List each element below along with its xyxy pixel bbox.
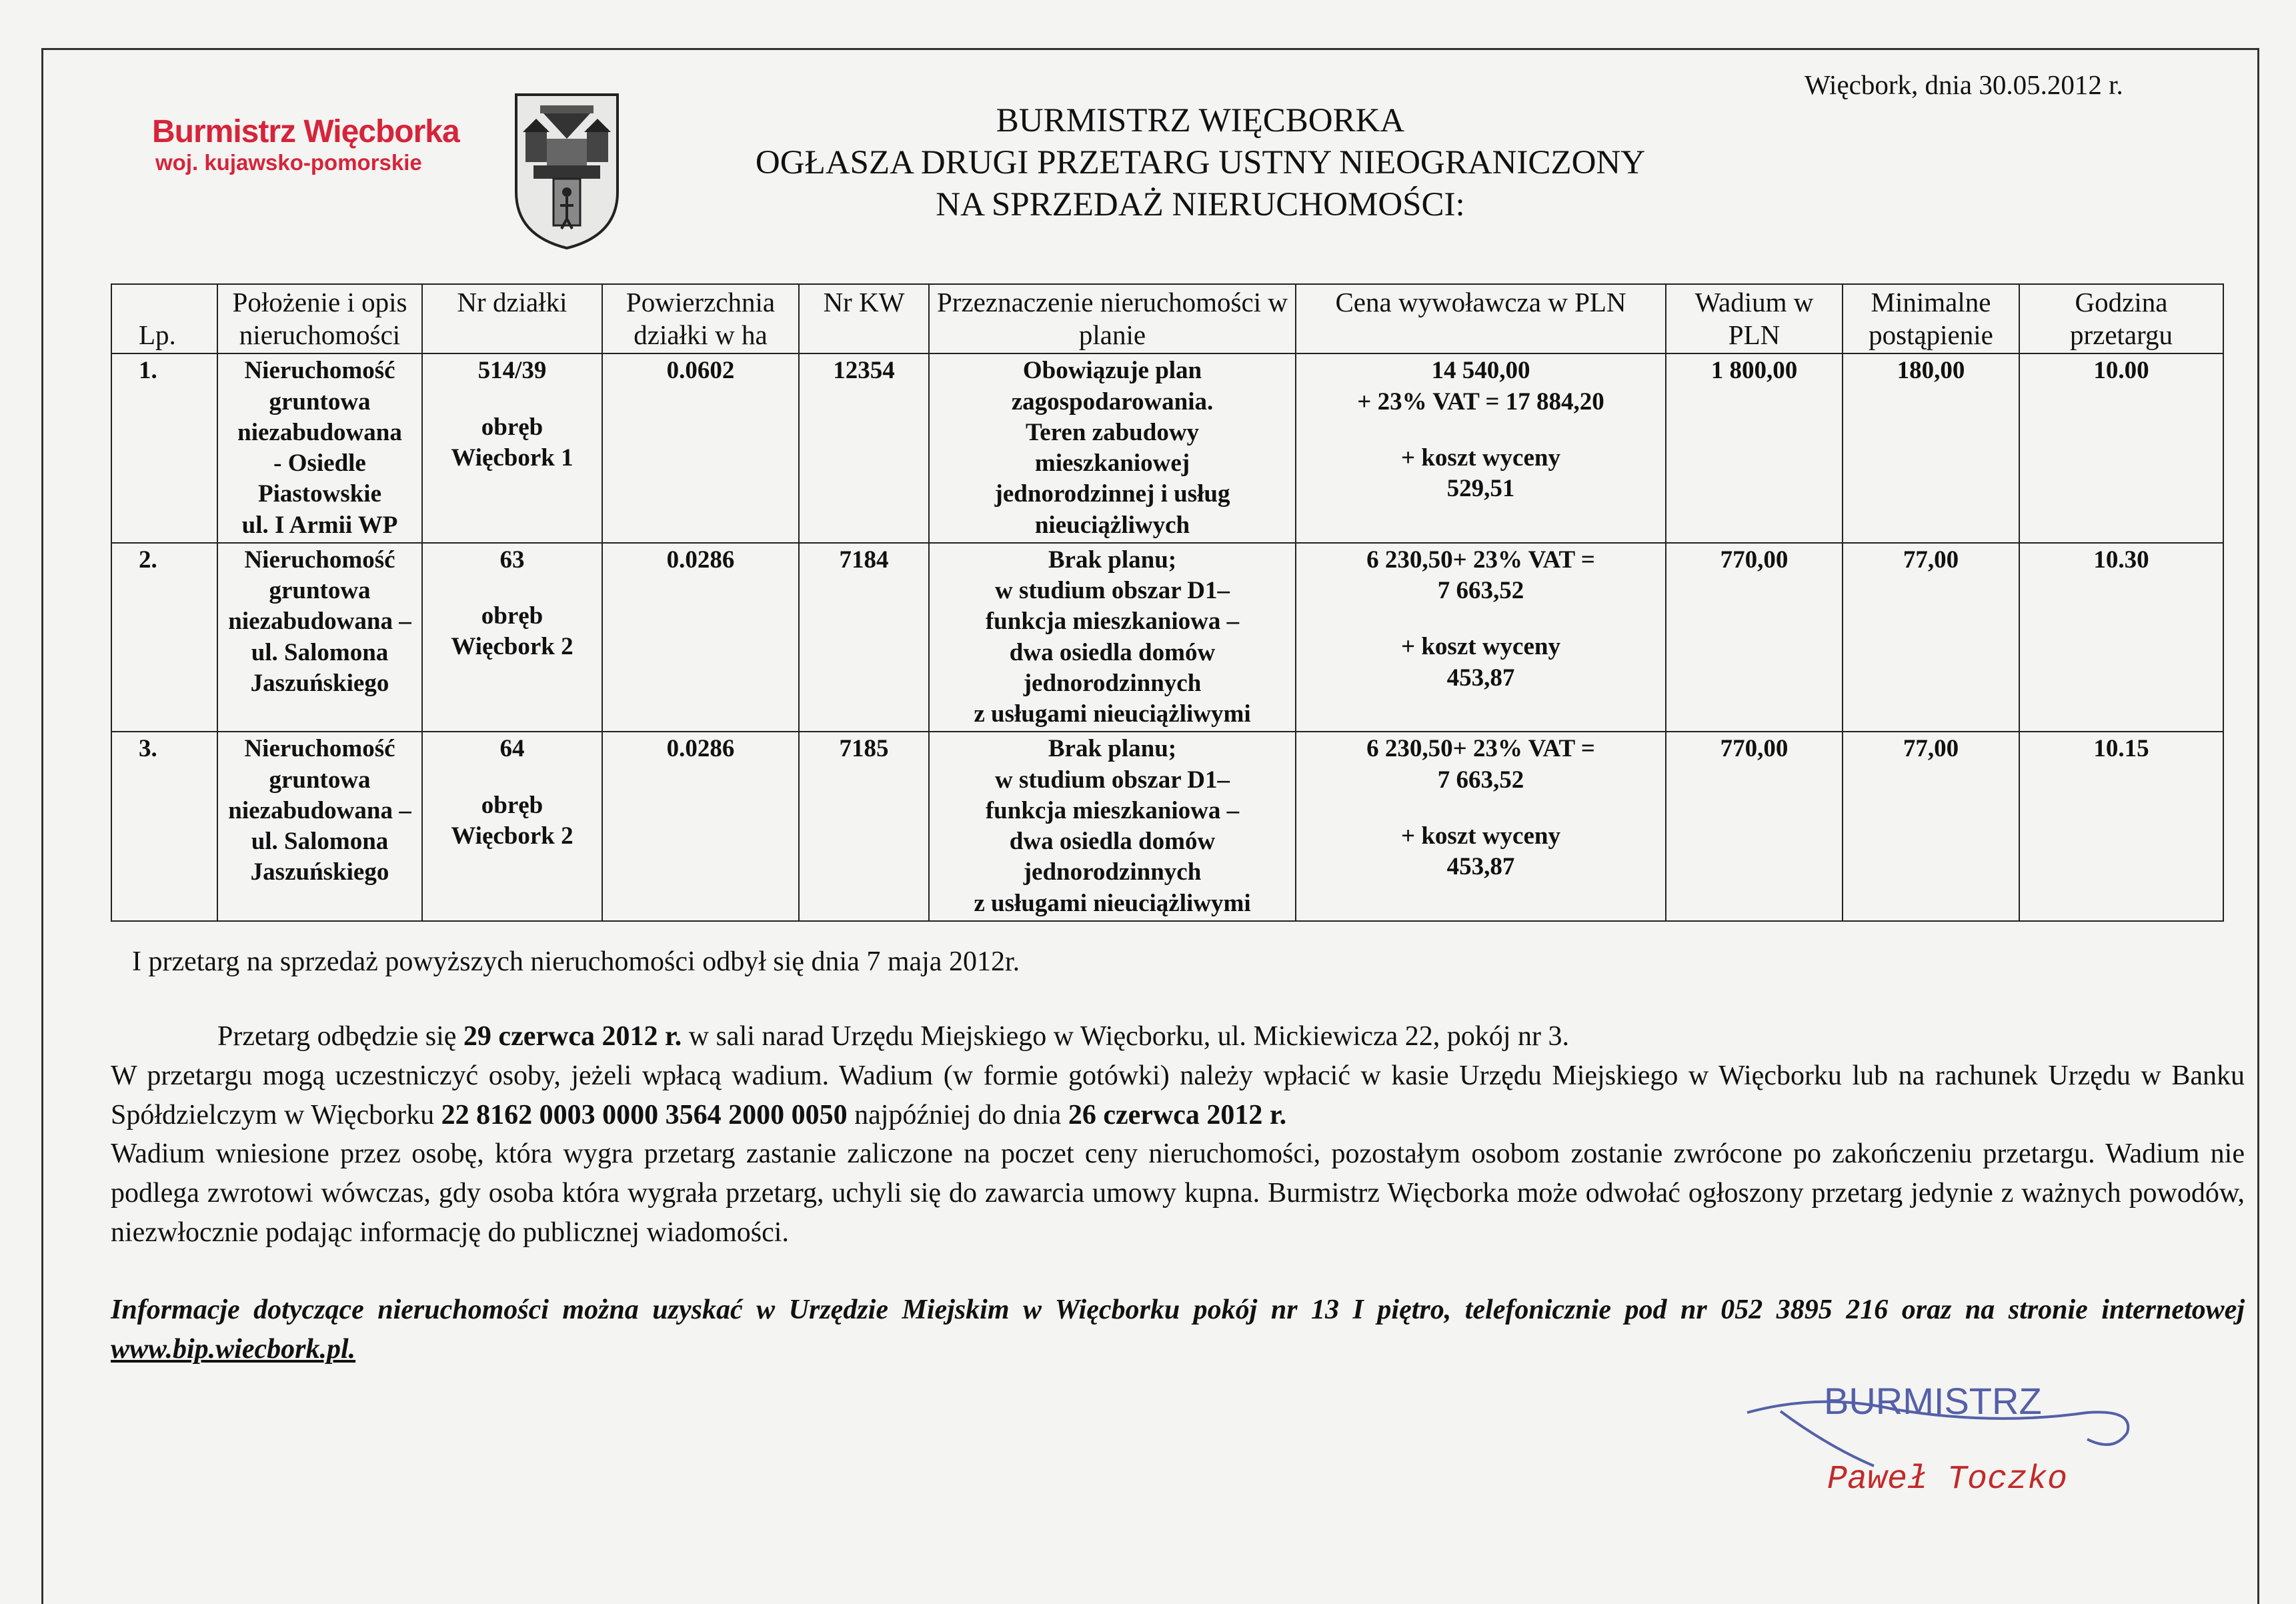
przeznaczenie-line: jednorodzinnych bbox=[1023, 669, 1202, 697]
cena-line: 6 230,50+ 23% VAT = bbox=[1366, 546, 1595, 574]
cena-line: 7 663,52 bbox=[1437, 577, 1524, 605]
obreb-line: obręb bbox=[481, 602, 543, 630]
opis-line: Nieruchomość bbox=[244, 357, 395, 385]
table-row bbox=[111, 353, 2223, 543]
cena-line: + 23% VAT = 17 884,20 bbox=[1357, 387, 1604, 416]
przeznaczenie-line: w studium obszar D1– bbox=[995, 766, 1230, 794]
cell-wadium: 770,00 bbox=[1666, 543, 1843, 732]
cell-wadium: 770,00 bbox=[1666, 732, 1843, 921]
przeznaczenie-line: Teren zabudowy bbox=[1025, 418, 1200, 446]
koszt-line: 529,51 bbox=[1446, 475, 1515, 503]
deposit-rules-paragraph: Wadium wniesione przez osobę, która wygra przetarg zastanie zaliczone na poczet ceny nieruchomości, pozostałym osobom zostanie zwrócone po zakończeniu przetargu. Wadium nie podlega zwrotowi wówczas, gdy osoba która wygrała przetarg, uchyli się do zawarcia umowy kupna. Burmistrz Więcborka może odwołać ogłoszony przetarg jedynie z ważnych powodów, niezwłocznie podając informację do publicznej wiadomości. bbox=[111, 1138, 2245, 1248]
information-text: Informacje dotyczące nieruchomości można uzyskać w Urzędzie Miejskim w Więcborku pokój nr 13 I piętro, telefonicznie pod nr 052 3895 216 oraz na stronie internetowej bbox=[111, 1295, 2245, 1325]
dzialka-number: 514/39 bbox=[477, 357, 547, 385]
cell-godzina: 10.30 bbox=[2019, 543, 2223, 732]
przeznaczenie-line: dwa osiedla domów bbox=[1009, 828, 1216, 856]
przeznaczenie-line: Brak planu; bbox=[1048, 735, 1177, 763]
property-table bbox=[111, 283, 2224, 922]
place-and-date: Więcbork, dnia 30.05.2012 r. bbox=[1805, 69, 2123, 100]
col-header-powierzchnia: Powierzchnia działki w ha bbox=[602, 284, 799, 353]
title-line-1: BURMISTRZ WIĘCBORKA bbox=[996, 102, 1405, 139]
table-header-row bbox=[111, 284, 2223, 353]
table-row bbox=[111, 732, 2223, 921]
opis-line: niezabudowana bbox=[237, 418, 402, 446]
opis-line: ul. Salomona bbox=[251, 828, 389, 856]
opis-line: Piastowskie bbox=[258, 480, 381, 508]
cell-cena bbox=[1296, 353, 1666, 543]
cell-przeznaczenie bbox=[929, 732, 1296, 921]
cell-dzialka bbox=[422, 353, 602, 543]
col-header-postapienie: Minimalne postąpienie bbox=[1843, 284, 2019, 353]
deposit-text-a: W przetargu mogą uczestniczyć osoby, jeżeli wpłacą wadium. Wadium (w formie gotówki) należy wpłacić w kasie Urzędu Miejskiego w Więcborku lub na rachunek Urzędu w Banku Spółdzielczym w Więcborku bbox=[111, 1060, 2245, 1130]
cell-cena bbox=[1296, 732, 1666, 921]
opis-line: Nieruchomość bbox=[244, 546, 395, 574]
first-tender-note: I przetarg na sprzedaż powyższych nieruchomości odbył się dnia 7 maja 2012r. bbox=[132, 946, 1020, 977]
col-header-cena: Cena wywoławcza w PLN bbox=[1296, 284, 1666, 353]
table-row bbox=[111, 543, 2223, 732]
obreb-line: obręb bbox=[481, 413, 543, 441]
przeznaczenie-line: mieszkaniowej bbox=[1034, 450, 1190, 478]
deposit-deadline: 26 czerwca 2012 r. bbox=[1068, 1099, 1287, 1130]
przeznaczenie-line: funkcja mieszkaniowa – bbox=[985, 608, 1240, 636]
koszt-line: 453,87 bbox=[1446, 853, 1515, 881]
cell-godzina: 10.15 bbox=[2019, 732, 2223, 921]
przeznaczenie-line: funkcja mieszkaniowa – bbox=[985, 796, 1240, 824]
stamp-line-1: Burmistrz Więcborka bbox=[152, 114, 459, 149]
cell-lp: 1. bbox=[111, 353, 217, 543]
cell-kw: 12354 bbox=[799, 353, 929, 543]
obreb-line: Więcbork 1 bbox=[451, 444, 573, 472]
cell-dzialka bbox=[422, 543, 602, 732]
tender-date: 29 czerwca 2012 r. bbox=[463, 1021, 682, 1052]
opis-line: gruntowa bbox=[269, 387, 371, 416]
title-line-2: OGŁASZA DRUGI PRZETARG USTNY NIEOGRANICZONY bbox=[755, 144, 1646, 182]
opis-line: Jaszuńskiego bbox=[250, 858, 389, 886]
obreb-line: obręb bbox=[481, 791, 543, 819]
cell-kw: 7184 bbox=[799, 543, 929, 732]
przeznaczenie-line: jednorodzinnych bbox=[1023, 858, 1202, 886]
przeznaczenie-line: zagospodarowania. bbox=[1011, 387, 1214, 416]
cell-przeznaczenie bbox=[929, 353, 1296, 543]
koszt-line: + koszt wyceny bbox=[1401, 444, 1560, 472]
cell-wadium: 1 800,00 bbox=[1666, 353, 1843, 543]
koszt-line: 453,87 bbox=[1446, 664, 1515, 692]
przeznaczenie-line: nieuciążliwych bbox=[1034, 511, 1190, 539]
cell-godzina: 10.00 bbox=[2019, 353, 2223, 543]
cell-powierzchnia: 0.0286 bbox=[602, 732, 799, 921]
przeznaczenie-line: jednorodzinnej i usług bbox=[994, 480, 1230, 508]
announcement-title bbox=[667, 100, 1734, 227]
cell-dzialka bbox=[422, 732, 602, 921]
office-stamp bbox=[152, 113, 459, 175]
cell-postapienie: 77,00 bbox=[1843, 732, 2019, 921]
cena-line: 14 540,00 bbox=[1431, 357, 1530, 385]
przeznaczenie-line: w studium obszar D1– bbox=[995, 577, 1230, 605]
koszt-line: + koszt wyceny bbox=[1401, 822, 1560, 850]
dzialka-number: 64 bbox=[499, 735, 525, 763]
cell-przeznaczenie bbox=[929, 543, 1296, 732]
stamp-line-2: woj. kujawsko-pomorskie bbox=[155, 150, 422, 175]
przeznaczenie-line: z usługami nieuciążliwymi bbox=[974, 700, 1251, 728]
cell-cena bbox=[1296, 543, 1666, 732]
cena-line: 6 230,50+ 23% VAT = bbox=[1366, 735, 1595, 763]
col-header-lp: Lp. bbox=[111, 284, 217, 353]
cell-postapienie: 77,00 bbox=[1843, 543, 2019, 732]
cell-powierzchnia: 0.0602 bbox=[602, 353, 799, 543]
dzialka-number: 63 bbox=[499, 546, 525, 574]
col-header-opis: Położenie i opis nieruchomości bbox=[217, 284, 422, 353]
cell-opis bbox=[217, 543, 422, 732]
cell-powierzchnia: 0.0286 bbox=[602, 543, 799, 732]
cell-opis bbox=[217, 353, 422, 543]
tender-details bbox=[111, 1017, 2245, 1253]
tender-date-text-b: w sali narad Urzędu Miejskiego w Więcborku, ul. Mickiewicza 22, pokój nr 3. bbox=[682, 1021, 1569, 1052]
signature-name: Paweł Toczko bbox=[1827, 1461, 2068, 1499]
col-header-kw: Nr KW bbox=[799, 284, 929, 353]
website-link[interactable]: www.bip.wiecbork.pl. bbox=[111, 1333, 356, 1365]
col-header-wadium: Wadium w PLN bbox=[1666, 284, 1843, 353]
obreb-line: Więcbork 2 bbox=[451, 822, 573, 850]
col-header-przeznaczenie: Przeznaczenie nieruchomości w planie bbox=[929, 284, 1296, 353]
opis-line: niezabudowana – bbox=[228, 608, 411, 636]
cena-line: 7 663,52 bbox=[1437, 766, 1524, 794]
cell-lp: 3. bbox=[111, 732, 217, 921]
obreb-line: Więcbork 2 bbox=[451, 633, 573, 661]
col-header-godzina: Godzina przetargu bbox=[2019, 284, 2223, 353]
przeznaczenie-line: Brak planu; bbox=[1048, 546, 1177, 574]
opis-line: - Osiedle bbox=[273, 450, 366, 478]
information-note bbox=[111, 1291, 2245, 1369]
przeznaczenie-line: z usługami nieuciążliwymi bbox=[974, 889, 1251, 917]
col-header-dzialka: Nr działki bbox=[422, 284, 602, 353]
opis-line: niezabudowana – bbox=[228, 796, 411, 824]
bank-account-number: 22 8162 0003 0000 3564 2000 0050 bbox=[441, 1099, 848, 1130]
deposit-text-b: najpóźniej do dnia bbox=[847, 1099, 1068, 1130]
przeznaczenie-line: dwa osiedla domów bbox=[1009, 638, 1216, 666]
cell-kw: 7185 bbox=[799, 732, 929, 921]
cell-lp: 2. bbox=[111, 543, 217, 732]
signature-title: BURMISTRZ bbox=[1824, 1380, 2042, 1422]
title-line-3: NA SPRZEDAŻ NIERUCHOMOŚCI: bbox=[936, 186, 1465, 224]
coat-of-arms-icon bbox=[513, 92, 620, 251]
opis-line: ul. Salomona bbox=[251, 638, 389, 666]
tender-date-paragraph bbox=[111, 1017, 2245, 1056]
cell-postapienie: 180,00 bbox=[1843, 353, 2019, 543]
opis-line: gruntowa bbox=[269, 766, 371, 794]
koszt-line: + koszt wyceny bbox=[1401, 633, 1560, 661]
deposit-paragraph bbox=[111, 1060, 2245, 1130]
cell-opis bbox=[217, 732, 422, 921]
tender-date-text-a: Przetarg odbędzie się bbox=[217, 1021, 463, 1052]
opis-line: Jaszuńskiego bbox=[250, 669, 389, 697]
opis-line: gruntowa bbox=[269, 577, 371, 605]
opis-line: Nieruchomość bbox=[244, 735, 395, 763]
przeznaczenie-line: Obowiązuje plan bbox=[1022, 357, 1202, 385]
opis-line: ul. I Armii WP bbox=[241, 511, 398, 539]
